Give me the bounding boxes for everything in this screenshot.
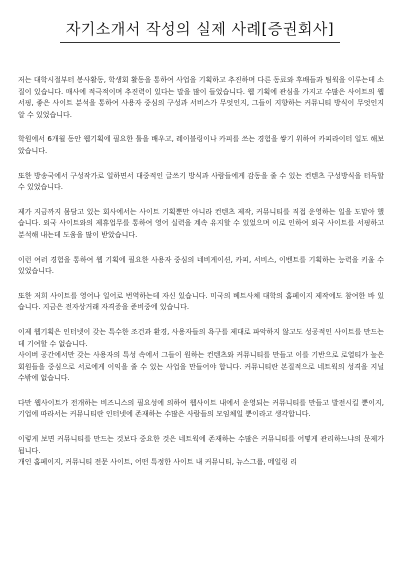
paragraph-text: 또한 저희 사이트를 영어나 일어로 번역하는데 자신 있습니다. 미국의 베트사체 대학의 홈페이지 제작에도 참여한 바 있습니다. 지금은 전자상거래 자격증을 준비중에 있습니다. xyxy=(18,291,384,312)
paragraph-1 xyxy=(18,75,384,121)
paragraph-text: 다만 웹사이트가 전개하는 비즈니스의 필요성에 의하여 웹사이트 내에서 운영되는 커뮤니티를 만들고 발전시킬 뿐이지, 기업에 따라서는 커뮤니티란 인터넷에 존재하는 수많은 사람들의 모임체일 뿐이라고 생각합니다. xyxy=(18,398,384,419)
paragraph-5 xyxy=(18,255,384,278)
paragraph-text: 이런 여러 경험을 통하여 웹 기획에 필요한 사용자 중심의 네비게이션, 카피, 서비스, 이벤트를 기획하는 능력을 키울 수 있었습니다. xyxy=(18,255,384,276)
paragraph-3 xyxy=(18,171,384,194)
paragraph-text: 저는 대학시절부터 봉사활동, 학생회 활동을 통하여 사업을 기획하고 추진하며 다른 동료와 후배들과 팀웍을 이루는데 소질이 있습니다. 매사에 적극적이며 추진력이 있다는 말을 많이 들었습니다. 웹 기획에 관심을 가지고 수많은 사이트의 웹서핑, 좋은 사이트 분석을 통하여 사용자 중심의 구성과 서비스가 무엇인지, 그들이 지향하는 커뮤니티 방식이 무엇인지 알 수 있었습니다. xyxy=(18,76,384,119)
document-title: 자기소개서 작성의 실제 사례[증권회사] xyxy=(60,18,340,43)
paragraph-4 xyxy=(18,207,384,242)
paragraph-text: 또한 방송국에서 구성작가로 일하면서 대중적인 글쓰기 방식과 사람들에게 감동을 줄 수 있는 컨텐츠 구성방식을 터득할 수 있었습니다. xyxy=(18,171,384,192)
paragraph-text: 제가 지금까지 몸담고 있는 회사에서는 사이트 기획뿐만 아니라 컨텐츠 제작, 커뮤니티를 직접 운영하는 일을 도맡아 했습니다. 외국 사이트와의 제휴업무를 통하여 영어 실력을 계속 유지할 수 있었으며 이로 인하여 외국 사이트를 서핑하고 분석해 내는데 도움을 많이 받았습니다. xyxy=(18,207,384,239)
paragraph-text: 학원에서 6개월 동안 웹기획에 필요한 툴을 배우고, 레이블링이나 카피를 쓰는 경험을 쌓기 위하여 카피라이터 일도 해보았습니다. xyxy=(18,135,384,155)
paragraph-6 xyxy=(18,291,384,314)
paragraph-7 xyxy=(18,327,384,385)
paragraph-text: 이렇게 보면 커뮤니티를 만드는 것보다 중요한 것은 네트웍에 존재하는 수많은 커뮤니티를 어떻게 관리하느냐의 문제가 됩니다. xyxy=(18,435,384,455)
paragraph-text: 이제 웹기획은 인터넷이 갖는 특수한 조건과 환경, 사용자들의 욕구를 제대로 파악하지 않고도 성공적인 사이트를 만드는데 기여할 수 없습니다. xyxy=(18,327,384,348)
document-body xyxy=(18,75,384,482)
paragraph-8 xyxy=(18,398,384,421)
paragraph-text: 개인 홈페이지, 커뮤니티 전문 사이트, 어떤 특정한 사이트 내 커뮤니티, 뉴스그룹, 메일링 리 xyxy=(18,458,298,467)
paragraph-9 xyxy=(18,434,384,469)
paragraph-text: 사이버 공간에서만 갖는 사용자의 특성 속에서 그들이 원하는 컨텐츠와 커뮤니티를 만들고 이를 기반으로 로열티가 높은 회원들을 중심으로 서로에게 이익을 줄 수 있는 사업을 만들어야 합니다. 커뮤니티란 본질적으로 네트웍의 성격을 지닐 수밖에 없습니다. xyxy=(18,351,384,383)
paragraph-2 xyxy=(18,134,384,157)
title-container xyxy=(0,18,400,43)
